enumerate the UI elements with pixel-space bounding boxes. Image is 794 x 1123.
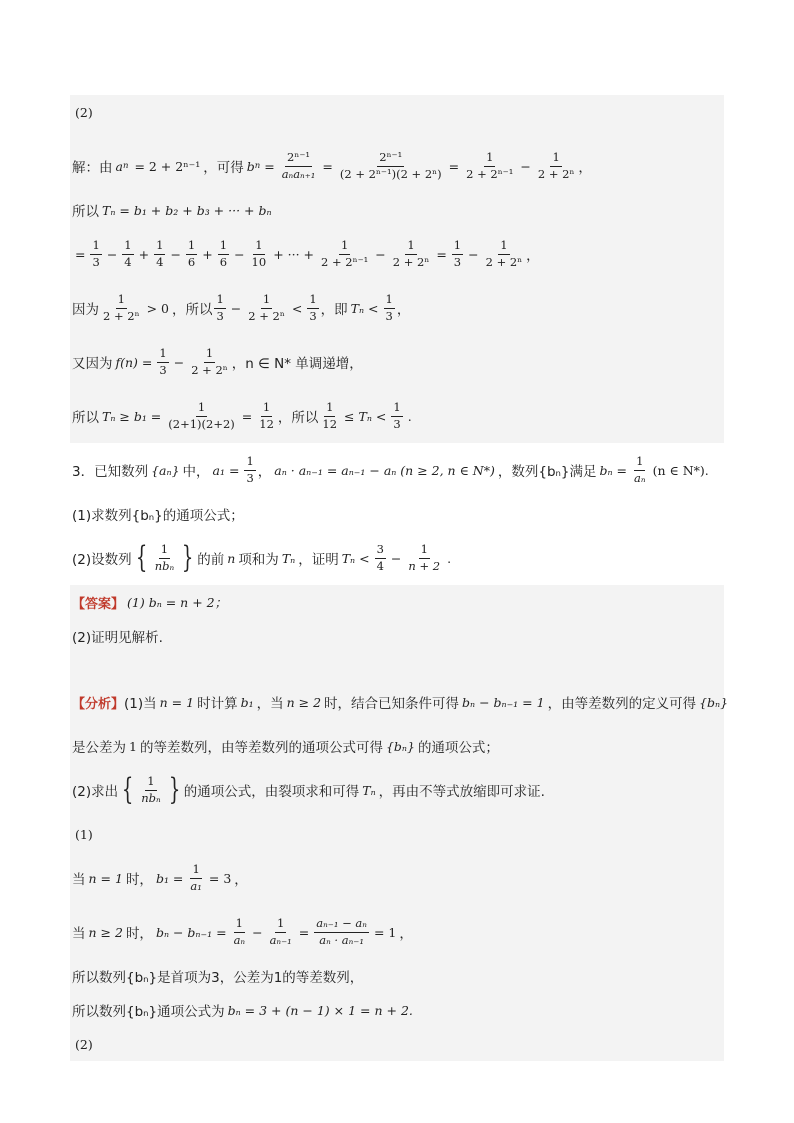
question-3 (70, 443, 724, 585)
fraction: $\frac{1}{\text{2 + 2ⁿ⁻¹}}$ (466, 150, 514, 181)
detail-line-1: 当 n = 1 时， b₁ = $\frac{1}{\text{a₁}}$ = 3 ， (72, 862, 248, 893)
detail-line-4: 所以数列{bₙ}通项公式为 bₙ = 3 + (n − 1) × 1 = n + 2. (72, 1002, 413, 1020)
question-3-part2: (2)设数列 { $\frac{1}{\text{nbₙ}}$ } 的前 n 项和为 Tₙ ，证明 Tₙ < $\frac{3}{4}$ − $\frac{1}{n + 2}$ . (72, 540, 452, 575)
solution-line-6: 所以 Tₙ ≥ b₁ = $\frac{1}{(2+1)(2+2)}$ = $\frac{1}{12}$ ，所以 $\frac{1}{12}$ ≤ Tₙ < $\frac{1}{3}$ . (72, 400, 412, 431)
document-page (70, 95, 729, 1061)
question-3-stem: 3．已知数列 {aₙ} 中， a₁ = $\frac{1}{3}$ ， aₙ · aₙ₋₁ = aₙ₋₁ − aₙ (n ≥ 2, n ∈ N*) ，数列{bₙ}满足 bₙ = $\frac{1}{\text{aₙ}}$ (n ∈ N*). (72, 454, 709, 485)
detail-part1-label: (1) (75, 826, 93, 842)
solution-line-3: = $\frac{1}{3}$ − $\frac{1}{4}$ + $\frac{1}{4}$ − $\frac{1}{6}$ + $\frac{1}{6}$ − $\frac{1}{10}$ + ··· + $\frac{1}{\text{2 + 2ⁿ⁻¹}}$ − $\frac{1}{\text{2 + 2ⁿ}}$ = $\frac{1}{3}$ − $\frac{1}{\text{2 + 2ⁿ}}$ ， (75, 238, 540, 269)
detail-line-2: 当 n ≥ 2 时， bₙ − bₙ₋₁ = $\frac{1}{\text{aₙ}}$ − $\frac{1}{\text{aₙ₋₁}}$ = $\frac{\text{aₙ₋₁ − aₙ}}{\text{aₙ · aₙ₋₁}}$ = 1 ， (72, 916, 413, 947)
detail-line-3: 所以数列{bₙ}是首项为3，公差为1的等差数列， (72, 970, 364, 986)
analysis-line-2: 是公差为 1 的等差数列，由等差数列的通项公式可得 {bₙ} 的通项公式； (72, 738, 499, 756)
question-3-part1: (1)求数列{bₙ}的通项公式； (72, 508, 244, 524)
solution-part2-block (70, 95, 724, 443)
solution-line-4: 因为 $\frac{1}{\text{2 + 2ⁿ}}$ > 0 ，所以 $\frac{1}{3}$ − $\frac{1}{\text{2 + 2ⁿ}}$ < $\frac{1}{3}$ ，即 Tₙ < $\frac{1}{3}$ ， (72, 292, 411, 323)
part2-label: (2) (75, 104, 93, 120)
analysis-line-3: (2)求出 { $\frac{1}{\text{nbₙ}}$ } 的通项公式，由裂项求和可得 Tₙ ，再由不等式放缩即可求证. (72, 772, 545, 807)
fraction: $\frac{1}{\text{2 + 2ⁿ}}$ (537, 150, 575, 181)
solution-line-2: 所以 Tₙ = b₁ + b₂ + b₃ + ··· + bₙ (72, 202, 272, 220)
answer-line-1: 【答案】 (1) bₙ = n + 2； (72, 595, 228, 612)
answer-analysis-block (70, 585, 729, 1061)
fraction: $\frac{\text{2ⁿ⁻¹}}{\text{aₙaₙ₊₁}}$ (281, 150, 316, 181)
solution-line-1: 解：由 a n = 2 + 2ⁿ⁻¹ ，可得 b n = $\frac{\text{2ⁿ⁻¹}}{\text{aₙaₙ₊₁}}$ = $\frac{\text{2ⁿ⁻¹}}{\text{(2 + 2ⁿ⁻¹)(2 + 2ⁿ)}}$ = $\frac{1}{\text{2 + 2ⁿ⁻¹}}$ − $\frac{1}{\text{2 + 2ⁿ}}$ ， (72, 150, 592, 181)
detail-part2-label: (2) (75, 1036, 93, 1052)
answer-line-2: (2)证明见解析. (72, 630, 163, 646)
analysis-line-1: 【分析】 (1)当 n = 1 时计算 b₁ ，当 n ≥ 2 时，结合已知条件可得 bₙ − bₙ₋₁ = 1 ，由等差数列的定义可得 {bₙ} (72, 694, 729, 712)
fraction: $\frac{\text{2ⁿ⁻¹}}{\text{(2 + 2ⁿ⁻¹)(2 + 2ⁿ)}}$ (339, 150, 442, 181)
solution-line-5: 又因为 f(n) = $\frac{1}{3}$ − $\frac{1}{\text{2 + 2ⁿ}}$ ，n ∈ N* 单调递增， (72, 346, 363, 377)
